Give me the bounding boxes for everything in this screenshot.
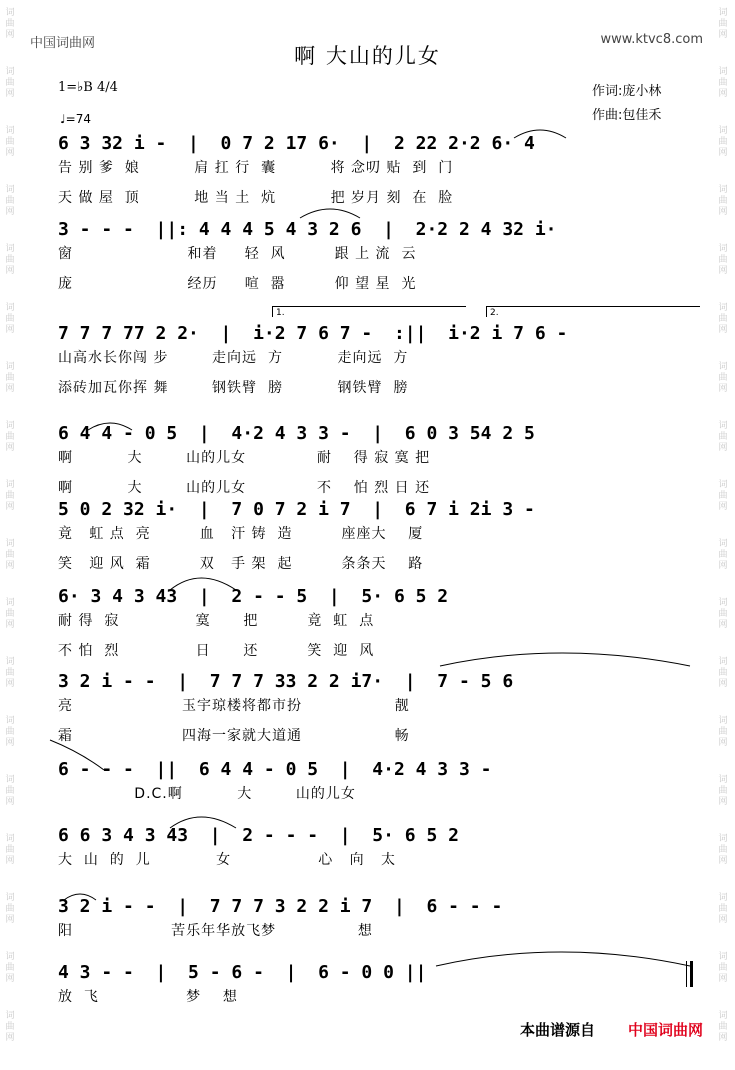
lyrics-verse-1: 耐 得 寂 寞 把 竟 虹 点 [58,613,375,629]
side-watermark-text: 词 曲 网 [5,716,15,748]
side-watermark-text: 词 曲 网 [718,1011,728,1043]
site-url-right: www.ktvc8.com [600,32,703,47]
lyrics-verse-1: 啊 大 山的儿女 耐 得 寂 寞 把 [58,450,431,466]
final-barline-thick [690,961,693,987]
side-watermark-text: 词 曲 网 [718,126,728,158]
lyrics-verse-2: 庞 经历 喧 嚣 仰 望 星 光 [58,276,417,292]
notes-line: 6 - - - || 6 4 4 - 0 5 | 4·2 4 3 3 - [58,759,492,780]
lyrics-verse-1: 阳 苦乐年华放飞梦 想 [58,923,373,939]
side-watermark-text: 词 曲 网 [718,421,728,453]
notes-line: 7 7 7 77 2 2· | i·2 7 6 7 - :|| i·2 i 7 6 - [58,323,568,344]
side-watermark-text: 词 曲 网 [5,834,15,866]
tempo-marking: ♩=74 [60,112,91,126]
side-watermark-text: 词 曲 网 [718,716,728,748]
side-watermark-text: 词 曲 网 [718,362,728,394]
slur-arc [88,423,132,430]
lyrics-verse-2: 天 做 屋 顶 地 当 土 炕 把 岁月 刻 在 脸 [58,190,454,206]
slur-arc [440,653,690,666]
notes-line: 6 6 3 4 3 43 | 2 - - - | 5· 6 5 2 [58,825,459,846]
side-watermark-text: 词 曲 网 [5,480,15,512]
slur-arc [436,952,690,966]
side-watermark-text: 词 曲 网 [5,126,15,158]
side-watermark-text: 词 曲 网 [718,480,728,512]
side-watermark-text: 词 曲 网 [5,893,15,925]
side-watermark-text: 词 曲 网 [718,952,728,984]
side-watermark-text: 词 曲 网 [718,834,728,866]
side-watermark-text: 词 曲 网 [718,598,728,630]
lyrics-verse-2: 不 怕 烈 日 还 笑 迎 风 [58,643,375,659]
side-watermark-text: 词 曲 网 [5,362,15,394]
notes-line: 3 - - - ||: 4 4 4 5 4 3 2 6 | 2·2 2 4 32 i· [58,219,557,240]
final-barline-thin [686,961,687,987]
side-watermark-text: 词 曲 网 [5,185,15,217]
notes-line: 3 2 i - - | 7 7 7 3 2 2 i 7 | 6 - - - [58,896,503,917]
side-watermark-text: 词 曲 网 [5,421,15,453]
side-watermark-text: 词 曲 网 [5,244,15,276]
lyricist: 作词:庞小林 [592,84,662,99]
lyrics-verse-1: 大 山 的 儿 女 心 向 太 [58,852,397,868]
slur-arc [64,894,96,900]
lyrics-verse-2: 添砖加瓦你挥 舞 钢铁臂 膀 钢铁臂 膀 [58,380,409,396]
notes-line: 3 2 i - - | 7 7 7 33 2 2 i7· | 7 - 5 6 [58,671,514,692]
volta-first-label: 1. [276,308,285,318]
song-title: 啊 大山的儿女 [294,44,441,68]
lyrics-verse-2: 笑 迎 风 霜 双 手 架 起 条条天 路 [58,556,424,572]
side-watermark-text: 词 曲 网 [718,657,728,689]
side-watermark-text: 词 曲 网 [718,539,728,571]
lyrics-verse-1: 窗 和着 轻 风 跟 上 流 云 [58,246,417,262]
footer-source-label: 本曲谱源自 [519,1021,595,1039]
slur-arc [170,578,236,590]
side-watermark-text: 词 曲 网 [5,775,15,807]
side-watermark-text: 词 曲 网 [718,244,728,276]
side-watermark-text: 词 曲 网 [718,8,728,40]
lyrics-verse-2: 啊 大 山的儿女 不 怕 烈 日 还 [58,480,431,496]
side-watermark-text: 词 曲 网 [5,1011,15,1043]
lyrics-verse-1: 放 飞 梦 想 [58,989,238,1005]
lyrics-verse-1: 竟 虹 点 亮 血 汗 铸 造 座座大 厦 [58,526,424,542]
side-watermark-text: 词 曲 网 [718,67,728,99]
side-watermark-text: 词 曲 网 [5,539,15,571]
lyrics-verse-2: 霜 四海一家就大道通 畅 [58,728,410,744]
side-watermark-text: 词 曲 网 [5,8,15,40]
side-watermark-text: 词 曲 网 [5,598,15,630]
lyrics-verse-1: 亮 玉宇琼楼将都市扮 靓 [58,698,410,714]
side-watermark-text: 词 曲 网 [718,893,728,925]
volta-second-label: 2. [490,308,499,318]
side-watermark-text: 词 曲 网 [5,657,15,689]
side-watermark-text: 词 曲 网 [5,67,15,99]
slur-arc [514,130,566,138]
slur-arc [50,740,104,770]
slur-arc [300,209,360,218]
side-watermark-text: 词 曲 网 [5,303,15,335]
footer-brand[interactable]: 中国词曲网 [627,1021,703,1039]
notes-line: 6 3 32 i - | 0 7 2 17 6· | 2 22 2·2 6· 4 [58,133,535,154]
side-watermark-text: 词 曲 网 [5,952,15,984]
lyrics-verse-1: 告 别 爹 娘 肩 扛 行 囊 将 念叨 贴 到 门 [58,160,454,176]
notes-line: 5 0 2 32 i· | 7 0 7 2 i 7 | 6 7 i 2i 3 - [58,499,535,520]
key-signature: 1=♭B 4/4 [58,80,118,95]
lyrics-verse-1: 山高水长你闯 步 走向远 方 走向远 方 [58,350,409,366]
side-watermark-text: 词 曲 网 [718,303,728,335]
notes-line: 6 4 4 - 0 5 | 4·2 4 3 3 - | 6 0 3 54 2 5 [58,423,535,444]
side-watermark-text: 词 曲 网 [718,775,728,807]
notes-line: 4 3 - - | 5 - 6 - | 6 - 0 0 || [58,962,427,983]
lyrics-verse-1: D.C.啊 大 山的儿女 [58,786,356,802]
site-name-left: 中国词曲网 [30,36,96,51]
slur-arc [170,817,236,828]
side-watermark-text: 词 曲 网 [718,185,728,217]
composer: 作曲:包佳禾 [592,108,662,123]
notes-line: 6· 3 4 3 43 | 2 - - 5 | 5· 6 5 2 [58,586,449,607]
